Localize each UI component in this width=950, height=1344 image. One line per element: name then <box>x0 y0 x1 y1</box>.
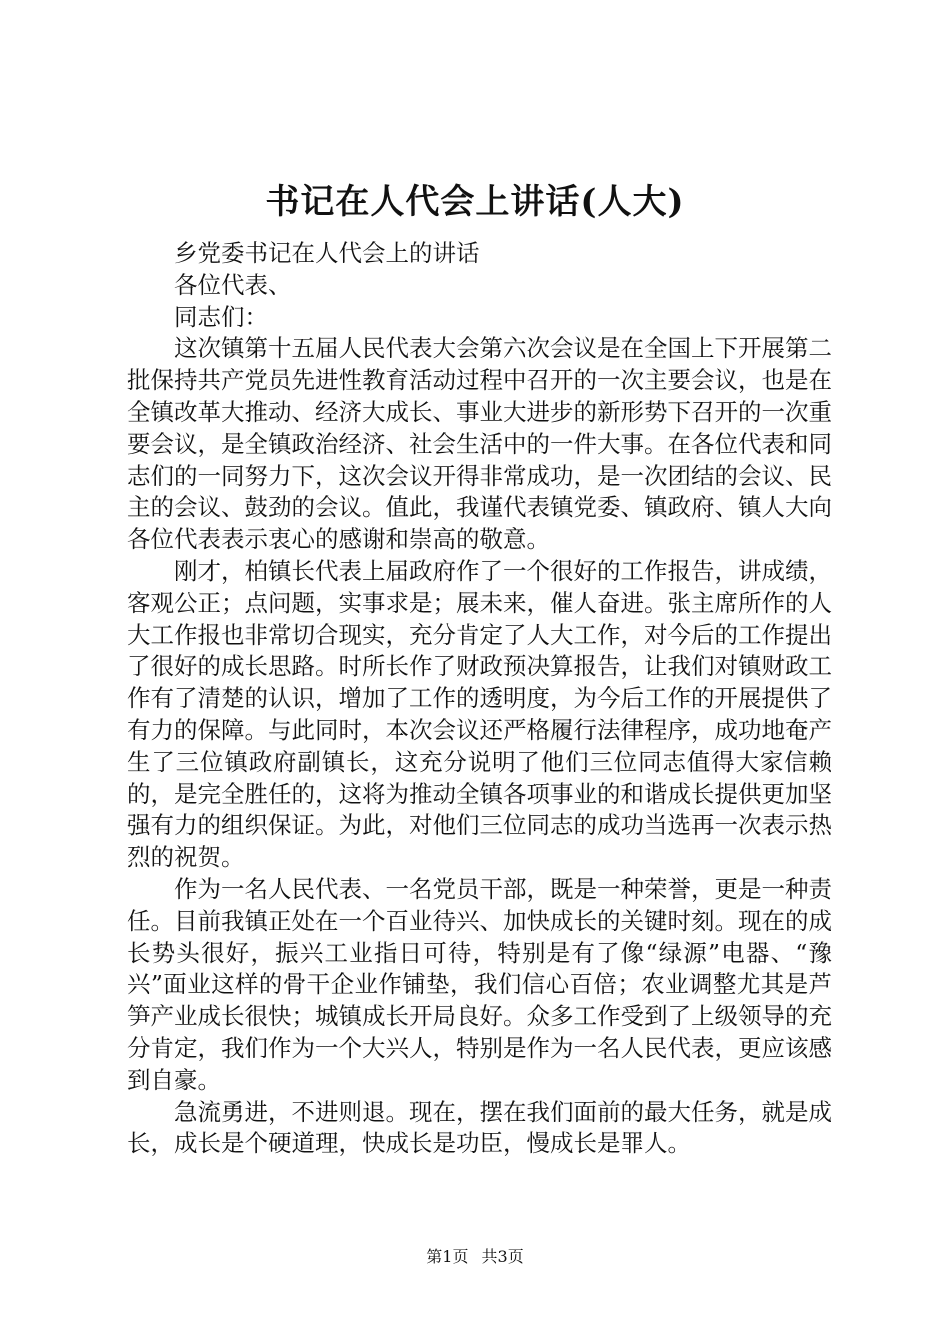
salutation-line-2: 同志们： <box>174 302 268 331</box>
document-body <box>127 238 832 1160</box>
body-paragraph: 刚才，柏镇长代表上届政府作了一个很好的工作报告，讲成绩，客观公正；点问题，实事求是；展未来，催人奋进。张主席所作的人大工作报也非常切合现实，充分肯定了人大工作，对今后的工作提出了很好的成长思路。时所长作了财政预决算报告，让我们对镇财政工作有了清楚的认识，增加了工作的透明度，为今后工作的开展提供了有力的保障。与此同时，本次会议还严格履行法律程序，成功地奄产生了三位镇政府副镇长，这充分说明了他们三位同志值得大家信赖的，是完全胜任的，这将为推动全镇各项事业的和谐成长提供更加坚强有力的组织保证。为此，对他们三位同志的成功当选再一次表示热烈的祝贺。 <box>127 556 832 872</box>
speech-heading: 乡党委书记在人代会上的讲话 <box>174 239 480 267</box>
body-paragraph: 这次镇第十五届人民代表大会第六次会议是在全国上下开展第二批保持共产党员先进性教育活动过程中召开的一次主要会议，也是在全镇改革大推动、经济大成长、事业大进步的新形势下召开的一次重要会议，是全镇政治经济、社会生活中的一件大事。在各位代表和同志们的一同努力下，这次会议开得非常成功，是一次团结的会议、民主的会议、鼓劲的会议。值此，我谨代表镇党委、镇政府、镇人大向各位代表表示衷心的感谢和崇高的敬意。 <box>127 334 832 554</box>
document-title: 书记在人代会上讲话(人大) <box>265 182 685 222</box>
body-paragraph: 急流勇进，不进则退。现在，摆在我们面前的最大任务，就是成长，成长是个硬道理，快成长是功臣，慢成长是罪人。 <box>127 1097 832 1158</box>
page-total: 共3页 <box>481 1247 524 1266</box>
salutation-line-1: 各位代表、 <box>174 270 292 299</box>
page-number: 第1页 <box>426 1247 469 1266</box>
page-footer <box>0 1247 950 1267</box>
body-paragraph: 作为一名人民代表、一名党员干部，既是一种荣誉，更是一种责任。目前我镇正处在一个百业待兴、加快成长的关键时刻。现在的成长势头很好，振兴工业指日可待，特别是有了像“绿源”电器、“豫兴”面业这样的骨干企业作铺垫，我们信心百倍；农业调整尤其是芦笋产业成长很快；城镇成长开局良好。众多工作受到了上级领导的充分肯定，我们作为一个大兴人，特别是作为一名人民代表，更应该感到自豪。 <box>127 874 832 1094</box>
